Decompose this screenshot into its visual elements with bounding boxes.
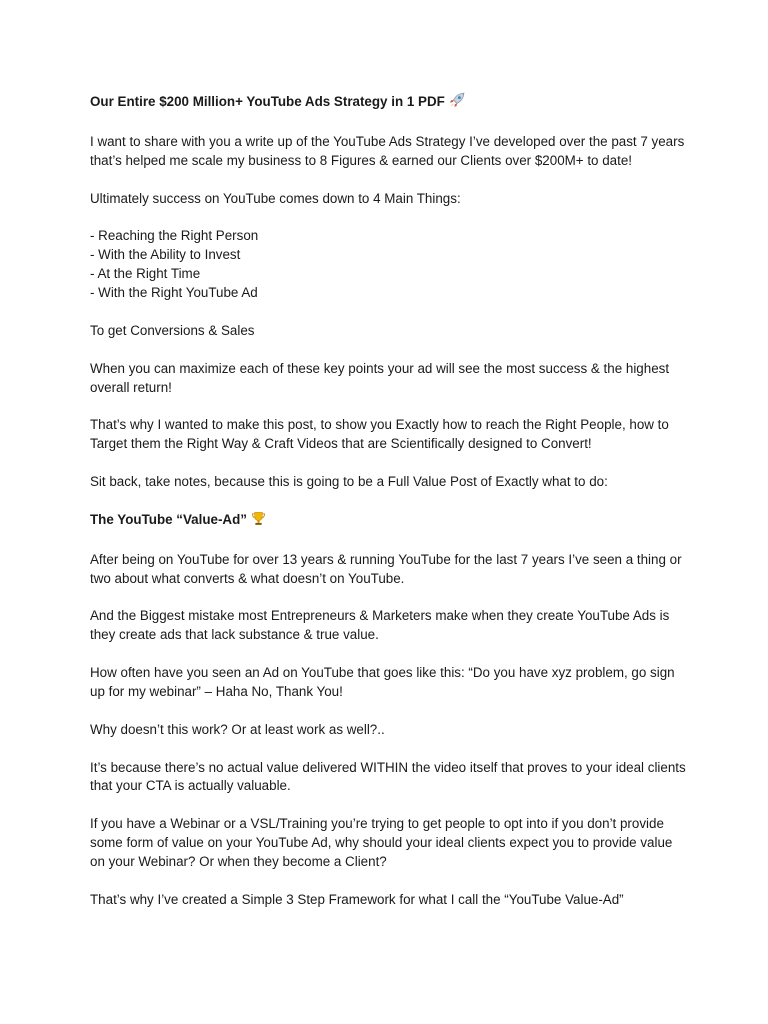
list-item: - Reaching the Right Person bbox=[90, 228, 259, 244]
document-title-text: Our Entire $200 Million+ YouTube Ads Strategy in 1 PDF bbox=[90, 94, 445, 109]
section-title-text: The YouTube “Value-Ad” bbox=[90, 511, 247, 527]
list-item: - At the Right Time bbox=[90, 266, 201, 282]
why-post-paragraph: That’s why I wanted to make this post, to show you Exactly how to reach the Right People, how to Target them the Right Way & Craft Videos that are Scientifically designed to Convert! bbox=[90, 417, 669, 452]
sit-back-paragraph: Sit back, take notes, because this is going to be a Full Value Post of Exactly what to do: bbox=[90, 474, 608, 490]
list-item: - With the Right YouTube Ad bbox=[90, 285, 258, 301]
document-body bbox=[90, 92, 690, 929]
how-often-paragraph: How often have you seen an Ad on YouTube that goes like this: “Do you have xyz problem, go sign up for my webinar” – Haha No, Thank You! bbox=[90, 665, 675, 699]
maximize-paragraph: When you can maximize each of these key points your ad will see the most success & the highest overall return! bbox=[90, 360, 670, 395]
after-being-paragraph: After being on YouTube for over 13 years & running YouTube for the last 7 years I’ve seen a thing or two about what converts & what doesn’t on YouTube. bbox=[90, 551, 682, 586]
biggest-mistake-paragraph: And the Biggest mistake most Entrepreneurs & Marketers make when they create YouTube Ads is they create ads that lack substance & true value. bbox=[90, 608, 670, 643]
because-paragraph: It’s because there’s no actual value delivered WITHIN the video itself that proves to your ideal clients that your CTA is actually valuable. bbox=[90, 759, 686, 794]
framework-paragraph: That’s why I’ve created a Simple 3 Step Framework for what I call the “YouTube Value-Ad” bbox=[90, 891, 624, 907]
section-title bbox=[90, 511, 690, 532]
document-title bbox=[90, 92, 690, 114]
conversions-paragraph: To get Conversions & Sales bbox=[90, 322, 255, 338]
list-item: - With the Ability to Invest bbox=[90, 247, 241, 263]
rocket-icon bbox=[449, 92, 465, 114]
main-things-list bbox=[90, 227, 690, 303]
trophy-icon bbox=[251, 511, 266, 532]
intro-paragraph: I want to share with you a write up of the YouTube Ads Strategy I’ve developed over the past 7 years that’s helped me scale my business to 8 Figures & earned our Clients over $200M+ to date! bbox=[90, 133, 685, 168]
main-things-intro: Ultimately success on YouTube comes down to 4 Main Things: bbox=[90, 190, 461, 206]
webinar-paragraph: If you have a Webinar or a VSL/Training you’re trying to get people to opt into if you don’t provide some form of value on your YouTube Ad, why should your ideal clients expect you to provide value on your Webinar? Or when they become a Client? bbox=[90, 816, 673, 870]
why-doesnt-paragraph: Why doesn’t this work? Or at least work as well?.. bbox=[90, 721, 385, 737]
